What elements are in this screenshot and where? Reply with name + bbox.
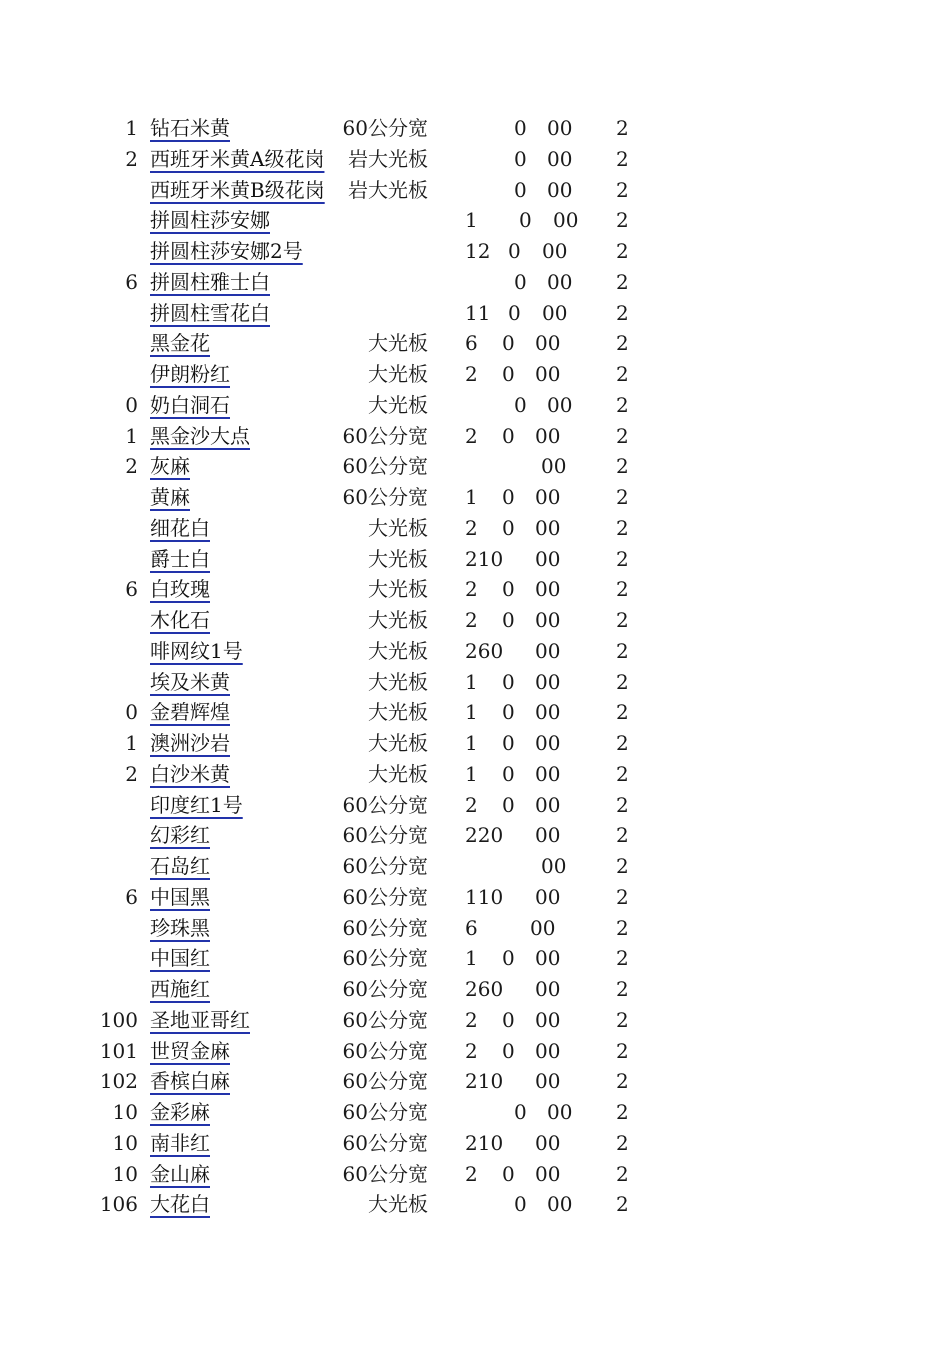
- table-row: [0, 544, 950, 575]
- table-row: [0, 605, 950, 636]
- item-price-decimal: 00: [542, 300, 568, 325]
- item-spec: 大光板: [368, 761, 428, 786]
- row-number: 10: [112, 1100, 138, 1124]
- table-row: [0, 205, 950, 236]
- item-quantity: 1: [465, 208, 478, 233]
- item-quantity: 1: [465, 700, 478, 725]
- item-zero: 0: [514, 269, 527, 294]
- item-name-link[interactable]: 印度红1号: [150, 792, 243, 817]
- item-price-decimal: 00: [530, 915, 556, 940]
- item-price-decimal: 00: [535, 638, 561, 663]
- item-zero: 0: [519, 208, 532, 233]
- item-zero: 0: [502, 761, 515, 786]
- table-row: [0, 421, 950, 452]
- item-last-value: 2: [616, 1007, 629, 1032]
- item-price-decimal: 00: [547, 146, 573, 171]
- table-row: [0, 667, 950, 698]
- item-last-value: 2: [616, 792, 629, 817]
- table-row: [0, 1036, 950, 1067]
- item-last-value: 2: [616, 854, 629, 878]
- table-row: [0, 851, 950, 882]
- item-zero: 0: [502, 700, 515, 725]
- item-price-decimal: 00: [535, 1161, 561, 1186]
- item-name-link[interactable]: 珍珠黑: [150, 915, 210, 940]
- item-quantity: 1: [465, 761, 478, 786]
- item-price-decimal: 00: [535, 823, 561, 848]
- row-number: 2: [125, 454, 138, 479]
- item-zero: 0: [502, 331, 515, 356]
- item-price-decimal: 00: [535, 546, 561, 571]
- row-number: 1: [125, 731, 138, 755]
- table-row: [0, 974, 950, 1005]
- item-name-link[interactable]: 中国黑: [150, 884, 210, 909]
- item-name-link[interactable]: 木化石: [150, 608, 210, 632]
- table-row: [0, 759, 950, 790]
- item-name-link[interactable]: 白沙米黄: [150, 761, 230, 786]
- item-zero: 0: [502, 485, 515, 509]
- item-spec: 岩大光板: [348, 177, 428, 202]
- item-last-value: 2: [616, 116, 629, 140]
- item-name-link[interactable]: 金山麻: [150, 1161, 210, 1186]
- item-name-link[interactable]: 奶白洞石: [150, 392, 230, 417]
- item-spec: 60公分宽: [342, 485, 428, 509]
- item-spec: 大光板: [368, 700, 428, 725]
- item-name-link[interactable]: 世贸金麻: [150, 1038, 230, 1063]
- item-spec: 大光板: [368, 1192, 428, 1217]
- item-spec: 大光板: [368, 731, 428, 755]
- item-price-decimal: 00: [535, 362, 561, 386]
- item-spec: 60公分宽: [342, 1038, 428, 1063]
- item-spec: 大光板: [368, 577, 428, 602]
- item-name-link[interactable]: 拼圆柱莎安娜2号: [150, 239, 303, 263]
- item-spec: 60公分宽: [342, 1161, 428, 1186]
- item-price-decimal: 00: [535, 1069, 561, 1094]
- item-last-value: 2: [616, 1192, 629, 1217]
- item-zero: 0: [514, 177, 527, 202]
- item-price-decimal: 00: [547, 116, 573, 140]
- table-row: [0, 359, 950, 390]
- item-price-decimal: 00: [535, 577, 561, 602]
- item-spec: 60公分宽: [342, 423, 428, 448]
- item-quantity: 2: [465, 1007, 478, 1032]
- table-row: [0, 1159, 950, 1190]
- item-quantity: 11: [465, 300, 491, 325]
- item-last-value: 2: [616, 608, 629, 632]
- item-spec: 60公分宽: [342, 116, 428, 140]
- item-name-link[interactable]: 黑金花: [150, 331, 210, 356]
- item-last-value: 2: [616, 731, 629, 755]
- item-name-link[interactable]: 拼圆柱雅士白: [150, 269, 270, 294]
- item-name-link[interactable]: 钻石米黄: [150, 116, 230, 140]
- table-row: [0, 1128, 950, 1159]
- table-row: [0, 913, 950, 944]
- item-zero: 0: [514, 146, 527, 171]
- item-zero: 0: [502, 1038, 515, 1063]
- item-spec: 60公分宽: [342, 792, 428, 817]
- item-zero: 0: [502, 577, 515, 602]
- item-last-value: 2: [616, 300, 629, 325]
- item-quantity: 12: [465, 239, 491, 263]
- item-spec: 大光板: [368, 362, 428, 386]
- item-quantity: 1: [465, 485, 478, 509]
- item-price-decimal: 00: [553, 208, 579, 233]
- item-name-link[interactable]: 大花白: [150, 1192, 210, 1217]
- item-last-value: 2: [616, 577, 629, 602]
- item-price-decimal: 00: [535, 731, 561, 755]
- item-name-link[interactable]: 啡网纹1号: [150, 638, 243, 663]
- item-spec: 大光板: [368, 638, 428, 663]
- item-quantity: 1: [465, 731, 478, 755]
- item-spec: 大光板: [368, 608, 428, 632]
- row-number: 6: [125, 577, 138, 602]
- item-zero: 0: [502, 608, 515, 632]
- row-number: 6: [125, 884, 138, 909]
- item-price-decimal: 00: [535, 946, 561, 971]
- table-row: [0, 697, 950, 728]
- item-name-link[interactable]: 中国红: [150, 946, 210, 971]
- item-spec: 60公分宽: [342, 1130, 428, 1155]
- item-last-value: 2: [616, 1130, 629, 1155]
- item-spec: 大光板: [368, 669, 428, 694]
- item-spec: 60公分宽: [342, 823, 428, 848]
- item-last-value: 2: [616, 638, 629, 663]
- item-name-link[interactable]: 西班牙米黄B级花岗: [150, 177, 325, 202]
- item-last-value: 2: [616, 146, 629, 171]
- table-row: [0, 820, 950, 851]
- item-spec: 60公分宽: [342, 1007, 428, 1032]
- item-price-decimal: 00: [535, 1038, 561, 1063]
- table-row: [0, 236, 950, 267]
- item-spec: 大光板: [368, 392, 428, 417]
- item-last-value: 2: [616, 700, 629, 725]
- item-quantity: 220: [465, 823, 504, 848]
- item-spec: 60公分宽: [342, 1100, 428, 1124]
- item-name-link[interactable]: 灰麻: [150, 454, 190, 479]
- row-number: 2: [125, 146, 138, 171]
- table-row: [0, 482, 950, 513]
- item-last-value: 2: [616, 331, 629, 356]
- stone-price-table: [0, 113, 950, 1220]
- item-last-value: 2: [616, 1038, 629, 1063]
- item-name-link[interactable]: 伊朗粉红: [150, 362, 230, 386]
- item-last-value: 2: [616, 177, 629, 202]
- item-last-value: 2: [616, 423, 629, 448]
- table-row: [0, 144, 950, 175]
- item-price-decimal: 00: [535, 792, 561, 817]
- item-price-decimal: 00: [535, 1007, 561, 1032]
- row-number: 1: [125, 116, 138, 140]
- item-spec: 60公分宽: [342, 915, 428, 940]
- row-number: 101: [99, 1038, 138, 1063]
- row-number: 100: [99, 1007, 138, 1032]
- item-last-value: 2: [616, 915, 629, 940]
- item-price-decimal: 00: [547, 269, 573, 294]
- item-last-value: 2: [616, 454, 629, 479]
- item-price-decimal: 00: [547, 392, 573, 417]
- table-row: [0, 1097, 950, 1128]
- item-last-value: 2: [616, 1069, 629, 1094]
- item-name-link[interactable]: 细花白: [150, 515, 210, 540]
- item-zero: 0: [514, 116, 527, 140]
- item-zero: 0: [514, 1192, 527, 1217]
- item-price-decimal: 00: [547, 177, 573, 202]
- item-name-link[interactable]: 石岛红: [150, 854, 210, 878]
- item-name-link[interactable]: 白玫瑰: [150, 577, 210, 602]
- item-spec: 大光板: [368, 546, 428, 571]
- table-row: [0, 451, 950, 482]
- item-spec: 60公分宽: [342, 1069, 428, 1094]
- item-zero: 0: [502, 669, 515, 694]
- item-name-link[interactable]: 香槟白麻: [150, 1069, 230, 1094]
- item-zero: 0: [502, 1007, 515, 1032]
- item-name-link[interactable]: 西施红: [150, 977, 210, 1001]
- item-price-decimal: 00: [535, 761, 561, 786]
- item-last-value: 2: [616, 485, 629, 509]
- row-number: 0: [125, 392, 138, 417]
- table-row: [0, 728, 950, 759]
- row-number: 106: [99, 1192, 138, 1217]
- item-price-decimal: 00: [535, 423, 561, 448]
- table-row: [0, 513, 950, 544]
- item-zero: 0: [514, 1100, 527, 1124]
- item-quantity: 6: [465, 915, 478, 940]
- item-quantity: 1: [465, 946, 478, 971]
- item-name-link[interactable]: 拼圆柱雪花白: [150, 300, 270, 325]
- item-last-value: 2: [616, 977, 629, 1001]
- table-row: [0, 267, 950, 298]
- table-row: [0, 636, 950, 667]
- item-price-decimal: 00: [547, 1192, 573, 1217]
- item-name-link[interactable]: 南非红: [150, 1130, 210, 1155]
- item-spec: 大光板: [368, 331, 428, 356]
- item-quantity: 2: [465, 608, 478, 632]
- item-last-value: 2: [616, 1161, 629, 1186]
- item-quantity: 2: [465, 423, 478, 448]
- item-zero: 0: [508, 239, 521, 263]
- table-row: [0, 113, 950, 144]
- item-name-link[interactable]: 黑金沙大点: [150, 423, 250, 448]
- row-number: 10: [112, 1161, 138, 1186]
- table-row: [0, 1066, 950, 1097]
- item-price-decimal: 00: [541, 454, 567, 479]
- item-name-link[interactable]: 金彩麻: [150, 1100, 210, 1124]
- item-last-value: 2: [616, 823, 629, 848]
- item-last-value: 2: [616, 362, 629, 386]
- item-spec: 岩大光板: [348, 146, 428, 171]
- table-row: [0, 790, 950, 821]
- table-row: [0, 574, 950, 605]
- item-last-value: 2: [616, 1100, 629, 1124]
- item-quantity: 2: [465, 515, 478, 540]
- item-name-link[interactable]: 澳洲沙岩: [150, 731, 230, 755]
- item-price-decimal: 00: [535, 1130, 561, 1155]
- item-price-decimal: 00: [535, 331, 561, 356]
- item-spec: 60公分宽: [342, 454, 428, 479]
- table-row: [0, 390, 950, 421]
- item-price-decimal: 00: [535, 608, 561, 632]
- item-zero: 0: [502, 946, 515, 971]
- item-zero: 0: [502, 362, 515, 386]
- item-last-value: 2: [616, 884, 629, 909]
- table-row: [0, 943, 950, 974]
- table-row: [0, 1189, 950, 1220]
- item-last-value: 2: [616, 392, 629, 417]
- item-name-link[interactable]: 金碧辉煌: [150, 700, 230, 725]
- row-number: 6: [125, 269, 138, 294]
- item-spec: 60公分宽: [342, 977, 428, 1001]
- item-zero: 0: [514, 392, 527, 417]
- item-zero: 0: [508, 300, 521, 325]
- item-quantity: 2: [465, 1161, 478, 1186]
- item-price-decimal: 00: [535, 485, 561, 509]
- item-spec: 大光板: [368, 515, 428, 540]
- item-name-link[interactable]: 拼圆柱莎安娜: [150, 208, 270, 233]
- row-number: 10: [112, 1130, 138, 1155]
- item-last-value: 2: [616, 269, 629, 294]
- item-zero: 0: [502, 423, 515, 448]
- item-quantity: 6: [465, 331, 478, 356]
- item-name-link[interactable]: 黄麻: [150, 485, 190, 509]
- item-price-decimal: 00: [535, 515, 561, 540]
- item-quantity: 2: [465, 362, 478, 386]
- item-quantity: 210: [465, 1069, 504, 1094]
- item-quantity: 2: [465, 792, 478, 817]
- table-row: [0, 882, 950, 913]
- item-quantity: 110: [465, 884, 504, 909]
- item-spec: 60公分宽: [342, 884, 428, 909]
- item-name-link[interactable]: 幻彩红: [150, 823, 210, 848]
- item-price-decimal: 00: [535, 977, 561, 1001]
- item-spec: 60公分宽: [342, 854, 428, 878]
- row-number: 1: [125, 423, 138, 448]
- table-row: [0, 175, 950, 206]
- item-quantity: 2: [465, 1038, 478, 1063]
- item-zero: 0: [502, 515, 515, 540]
- item-name-link[interactable]: 埃及米黄: [150, 669, 230, 694]
- item-zero: 0: [502, 1161, 515, 1186]
- item-quantity: 260: [465, 977, 504, 1001]
- item-spec: 60公分宽: [342, 946, 428, 971]
- item-last-value: 2: [616, 546, 629, 571]
- item-name-link[interactable]: 西班牙米黄A级花岗: [150, 146, 325, 171]
- item-last-value: 2: [616, 239, 629, 263]
- item-quantity: 260: [465, 638, 504, 663]
- row-number: 102: [99, 1069, 138, 1094]
- item-quantity: 210: [465, 1130, 504, 1155]
- row-number: 0: [125, 700, 138, 725]
- item-quantity: 2: [465, 577, 478, 602]
- item-price-decimal: 00: [541, 854, 567, 878]
- table-row: [0, 298, 950, 329]
- row-number: 2: [125, 761, 138, 786]
- item-zero: 0: [502, 792, 515, 817]
- item-last-value: 2: [616, 515, 629, 540]
- item-zero: 0: [502, 731, 515, 755]
- item-last-value: 2: [616, 761, 629, 786]
- item-last-value: 2: [616, 946, 629, 971]
- table-row: [0, 1005, 950, 1036]
- item-price-decimal: 00: [547, 1100, 573, 1124]
- item-price-decimal: 00: [542, 239, 568, 263]
- item-name-link[interactable]: 圣地亚哥红: [150, 1007, 250, 1032]
- item-name-link[interactable]: 爵士白: [150, 546, 210, 571]
- table-row: [0, 328, 950, 359]
- item-price-decimal: 00: [535, 884, 561, 909]
- item-quantity: 210: [465, 546, 504, 571]
- item-last-value: 2: [616, 208, 629, 233]
- item-price-decimal: 00: [535, 669, 561, 694]
- item-price-decimal: 00: [535, 700, 561, 725]
- item-last-value: 2: [616, 669, 629, 694]
- item-quantity: 1: [465, 669, 478, 694]
